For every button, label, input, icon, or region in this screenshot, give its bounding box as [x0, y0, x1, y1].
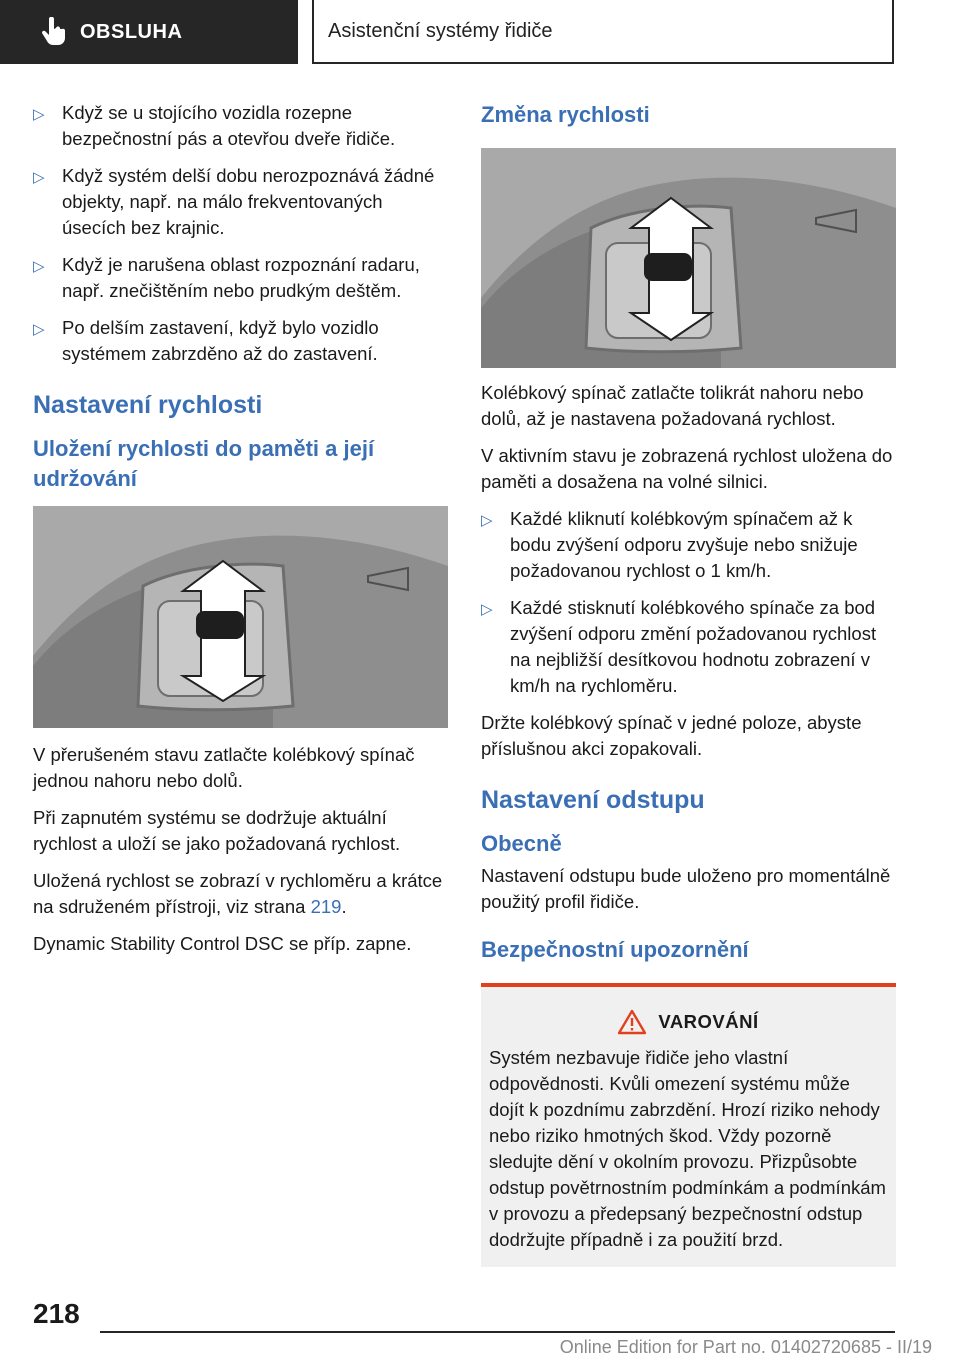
page-number: 218: [33, 1298, 80, 1329]
list-item: ▷ Po delším zastavení, když bylo vozidlo systémem zabrzděno až do zastavení.: [33, 317, 379, 364]
deactivation-list: [33, 100, 448, 367]
page-link[interactable]: 219: [310, 896, 342, 917]
paragraph: Držte kolébkový spínač v jedné poloze, abyste příslušnou akci zopakovali.: [481, 712, 862, 759]
list-item: ▷ Když systém delší dobu nerozpoznává žádné objekty, např. na málo frekventovaných úsecích bez krajnic.: [33, 165, 435, 238]
steering-wheel-rocker-image: [481, 148, 896, 368]
warning-text: Systém nezbavuje řidiče jeho vlastní odpovědnosti. Kvůli omezení systému může dojít k pozdnímu zabrzdění. Hrozí riziko nehody nebo riziko hmotných škod. Vždy pozorně sledujte dění v okolním provozu. Přizpůsobte odstup povětrnostním podmínkám a podmínkám v provozu a předepsaný bezpečnostní odstup dodržujte případně i za použití brzd.: [489, 1047, 886, 1250]
list-item: ▷ Každé kliknutí kolébkovým spínačem až k bodu zvýšení odporu zvyšuje nebo snižuje požadovanou rychlost o 1 km/h.: [481, 508, 858, 581]
paragraph: V aktivním stavu je zobrazená rychlost uložena do paměti a dosažena na volné silnici.: [481, 445, 893, 492]
paragraph: Kolébkový spínač zatlačte tolikrát nahoru nebo dolů, až je nastavena požadovaná rychlost.: [481, 382, 864, 429]
bullet-triangle-icon: ▷: [481, 512, 493, 529]
steering-wheel-rocker-image: [33, 506, 448, 728]
subheading-general: Obecně: [481, 831, 562, 856]
section-label: OBSLUHA: [80, 20, 183, 43]
subheading-store-speed: Uložení rychlosti do paměti a její udržování: [33, 436, 375, 491]
paragraph: V přerušeném stavu zatlačte kolébkový spínač jednou nahoru nebo dolů.: [33, 744, 415, 791]
right-column: [481, 100, 896, 1267]
subheading-change-speed: Změna rychlosti: [481, 102, 650, 127]
hand-pointer-icon: [40, 17, 66, 47]
warning-triangle-icon: [618, 1009, 646, 1035]
header-section-tab: [0, 0, 298, 64]
warning-title: VAROVÁNÍ: [658, 1011, 759, 1032]
paragraph: Při zapnutém systému se dodržuje aktuální rychlost a uloží se jako požadovaná rychlost.: [33, 807, 401, 854]
paragraph: Nastavení odstupu bude uloženo pro momentálně použitý profil řidiče.: [481, 865, 891, 912]
footer-divider: [100, 1331, 895, 1333]
bullet-triangle-icon: ▷: [33, 321, 45, 338]
paragraph: Dynamic Stability Control DSC se příp. zapne.: [33, 933, 412, 954]
bullet-triangle-icon: ▷: [481, 601, 493, 618]
header-chapter-box: [312, 0, 894, 64]
list-item: ▷ Když je narušena oblast rozpoznání radaru, např. znečištěním nebo prudkým deštěm.: [33, 254, 420, 301]
list-item: ▷ Když se u stojícího vozidla rozepne bezpečnostní pás a otevřou dveře řidiče.: [33, 102, 396, 149]
edition-note: Online Edition for Part no. 01402720685 - II/19: [559, 1337, 932, 1357]
subheading-safety: Bezpečnostní upozornění: [481, 937, 749, 962]
left-column: [33, 100, 448, 968]
bullet-triangle-icon: ▷: [33, 258, 45, 275]
paragraph: Uložená rychlost se zobrazí v rychloměru a krátce na sdruženém přístroji, viz strana 219.: [33, 870, 443, 917]
bullet-triangle-icon: ▷: [33, 169, 45, 186]
chapter-title: Asistenční systémy řidiče: [328, 19, 553, 42]
bullet-triangle-icon: ▷: [33, 106, 45, 123]
section-heading-distance: Nastavení odstupu: [481, 786, 705, 814]
speed-step-list: [481, 506, 896, 699]
section-heading-speed: Nastavení rychlosti: [33, 391, 263, 419]
list-item: ▷ Každé stisknutí kolébkového spínače za bod zvýšení odporu změní požadovanou rychlost na nejbližší desítkovou hodnotu zobrazení v km/h na rychloměru.: [481, 597, 877, 696]
warning-box: [481, 983, 896, 1267]
